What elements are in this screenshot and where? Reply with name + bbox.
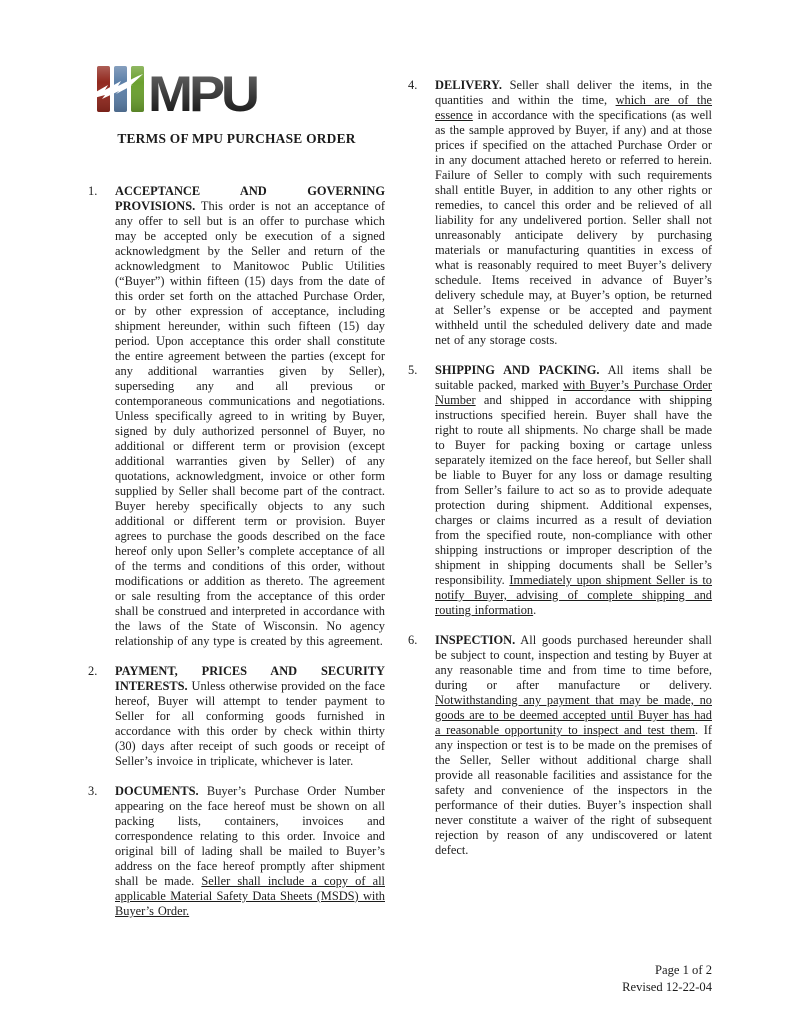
paragraph-run: Unless otherwise provided on the face hereof, Buyer will attempt to tender payment to Seller for all conforming goods furnished in accordance with this order by check within thirty (30) days after receipt of such goods or receipt of Seller’s invoice in triplicate, whichever is later. bbox=[115, 679, 385, 768]
underlined-clause: Immediately upon shipment Seller is to notify Buyer, advising of complete shipping and routing information bbox=[435, 573, 713, 617]
page-footer bbox=[622, 962, 712, 995]
paragraph-heading: DELIVERY. bbox=[435, 78, 502, 92]
footer-page-number: Page 1 of 2 bbox=[654, 963, 712, 977]
paragraph-heading: PAYMENT, PRICES AND SECURITY INTERESTS. bbox=[115, 664, 385, 693]
paragraph-number: 3. bbox=[88, 784, 98, 798]
paragraph-run: All items shall be suitable packed, marked bbox=[435, 363, 712, 392]
paragraph-number: 1. bbox=[88, 184, 98, 198]
paragraph-run: and shipped in accordance with shipping instructions specified herein. Buyer shall have the right to route all shipments. No charge shall be made to Buyer for packing boxing or cartage unless separately itemized on the face hereof, but Seller shall be liable to Buyer for any loss or damage resulting from Seller’s failure to act so as to provide adequate protection during shipment. Additional expenses, charges or claims incurred as a result of deviation from the specified route, non-compliance with other shipping instructions or improper description of the shipment in shipping documents shall be Seller’s responsibility. bbox=[435, 393, 712, 587]
mpu-logo-graphic bbox=[94, 62, 260, 115]
paragraph-heading: DOCUMENTS. bbox=[115, 784, 199, 798]
mpu-logo bbox=[94, 62, 260, 120]
paragraph-text bbox=[435, 78, 712, 348]
footer-revised-date: Revised 12-22-04 bbox=[622, 979, 712, 994]
paragraph-text bbox=[115, 784, 385, 919]
logo-bars bbox=[94, 66, 144, 112]
paragraph-number: 5. bbox=[408, 363, 418, 377]
paragraph-heading: ACCEPTANCE AND GOVERNING PROVISIONS. bbox=[115, 184, 385, 213]
underlined-clause: Seller shall include a copy of all applicable Material Safety Data Sheets (MSDS) with Buyer’s Order. bbox=[115, 874, 385, 918]
numbered-paragraph bbox=[408, 363, 712, 618]
paragraph-text bbox=[115, 184, 385, 649]
underlined-clause: with Buyer’s Purchase Order Number bbox=[435, 378, 712, 407]
paragraph-heading: SHIPPING AND PACKING. bbox=[435, 363, 600, 377]
paragraph-run: This order is not an acceptance of any offer to sell but is an offer to purchase which may be accepted only be execution of a signed acknowledgment by the Seller and return of the acknowledgment to Manitowoc Public Utilities (“Buyer”) within fifteen (15) days from the date of this order set forth on the attached Purchase Order, or by other expression of acceptance, including shipment hereunder, within such fifteen (15) day period. Upon acceptance this order shall constitute the entire agreement between the parties (except for any additional warranties given by Seller), superseding any and all previous or contemporaneous communications and negotiations. Unless specifically agreed to in writing by Buyer, signed by duly authorized personnel of Buyer, no additional or different term or provision (except additional warranties given by Seller) of any quotations, acknowledgment, invoice or other form supplied by Seller shall become part of the contract. Buyer hereby specifically objects to any such additional or different term or provision. Buyer agrees to purchase the goods described on the face hereof only upon Seller’s complete acceptance of all of the terms and conditions of this order, without modifications or addition as thereto. The agreement or sale resulting from the acceptance of this order shall be construed and interpreted in accordance with the laws of the State of Wisconsin. No agency relationship of any type is created by this agreement. bbox=[115, 199, 385, 648]
paragraph-run: Buyer’s Purchase Order Number appearing on the face hereof must be shown on all packing lists, containers, invoices and correspondence relating to this order. Invoice and original bill of lading shall be mailed to Buyer’s address on the face hereof promptly after shipment shall be made. bbox=[115, 784, 385, 888]
paragraph-number: 6. bbox=[408, 633, 418, 647]
numbered-paragraph bbox=[88, 784, 385, 919]
logo-text: MPU bbox=[148, 65, 256, 115]
numbered-paragraph bbox=[88, 184, 385, 649]
right-paragraphs bbox=[408, 78, 712, 858]
numbered-paragraph bbox=[408, 633, 712, 858]
paragraph-number: 2. bbox=[88, 664, 98, 678]
right-column bbox=[408, 62, 712, 934]
paragraph-text bbox=[435, 363, 712, 618]
paragraph-run: Seller shall deliver the items, in the quantities and within the time, bbox=[435, 78, 712, 107]
paragraph-run: All goods purchased hereunder shall be subject to count, inspection and testing by Buyer at any reasonable time and from time to time before, during or after manufacture or delivery. bbox=[435, 633, 712, 692]
paragraph-text bbox=[115, 664, 385, 769]
paragraph-run: . bbox=[533, 603, 537, 617]
underlined-clause: which are of the essence bbox=[435, 93, 713, 122]
underlined-clause: Notwithstanding any payment that may be made, no goods are to be deemed accepted until Buyer has had a reasonable opportunity to inspect and test them bbox=[435, 693, 712, 737]
paragraph-run: in accordance with the specifications (as well as the sample approved by Buyer, if any) and at those prices if specified on the attached Purchase Order or in any document attached hereto or referred to herein. Failure of Seller to comply with such requirements shall entitle Buyer, in addition to any other rights or remedies, to cancel this order and be relieved of all liability for any undelivered portion. Seller shall not unreasonably anticipate delivery by purchasing materials or manufacturing quantities in excess of what is reasonably required to meet Buyer’s delivery schedule. Items received in advance of Buyer’s delivery schedule may, at Buyer’s option, be returned at Seller’s expense or be accepted and payment withheld until the scheduled delivery date and made net of any storage costs. bbox=[435, 108, 712, 347]
left-column bbox=[88, 62, 385, 934]
paragraph-heading: INSPECTION. bbox=[435, 633, 516, 647]
paragraph-number: 4. bbox=[408, 78, 418, 92]
left-paragraphs bbox=[88, 184, 385, 919]
paragraph-run: . If any inspection or test is to be made on the premises of the Seller, Seller without additional charge shall provide all reasonable facilities and assistance for the safety and convenience of the inspectors in the performance of their duties. Buyer’s inspection shall never constitute a waiver of the right of subsequent rejection by reason of any undiscovered or latent defect. bbox=[435, 723, 712, 857]
numbered-paragraph bbox=[88, 664, 385, 769]
paragraph-text bbox=[435, 633, 712, 858]
numbered-paragraph bbox=[408, 78, 712, 348]
page-title: TERMS OF MPU PURCHASE ORDER bbox=[117, 131, 356, 146]
